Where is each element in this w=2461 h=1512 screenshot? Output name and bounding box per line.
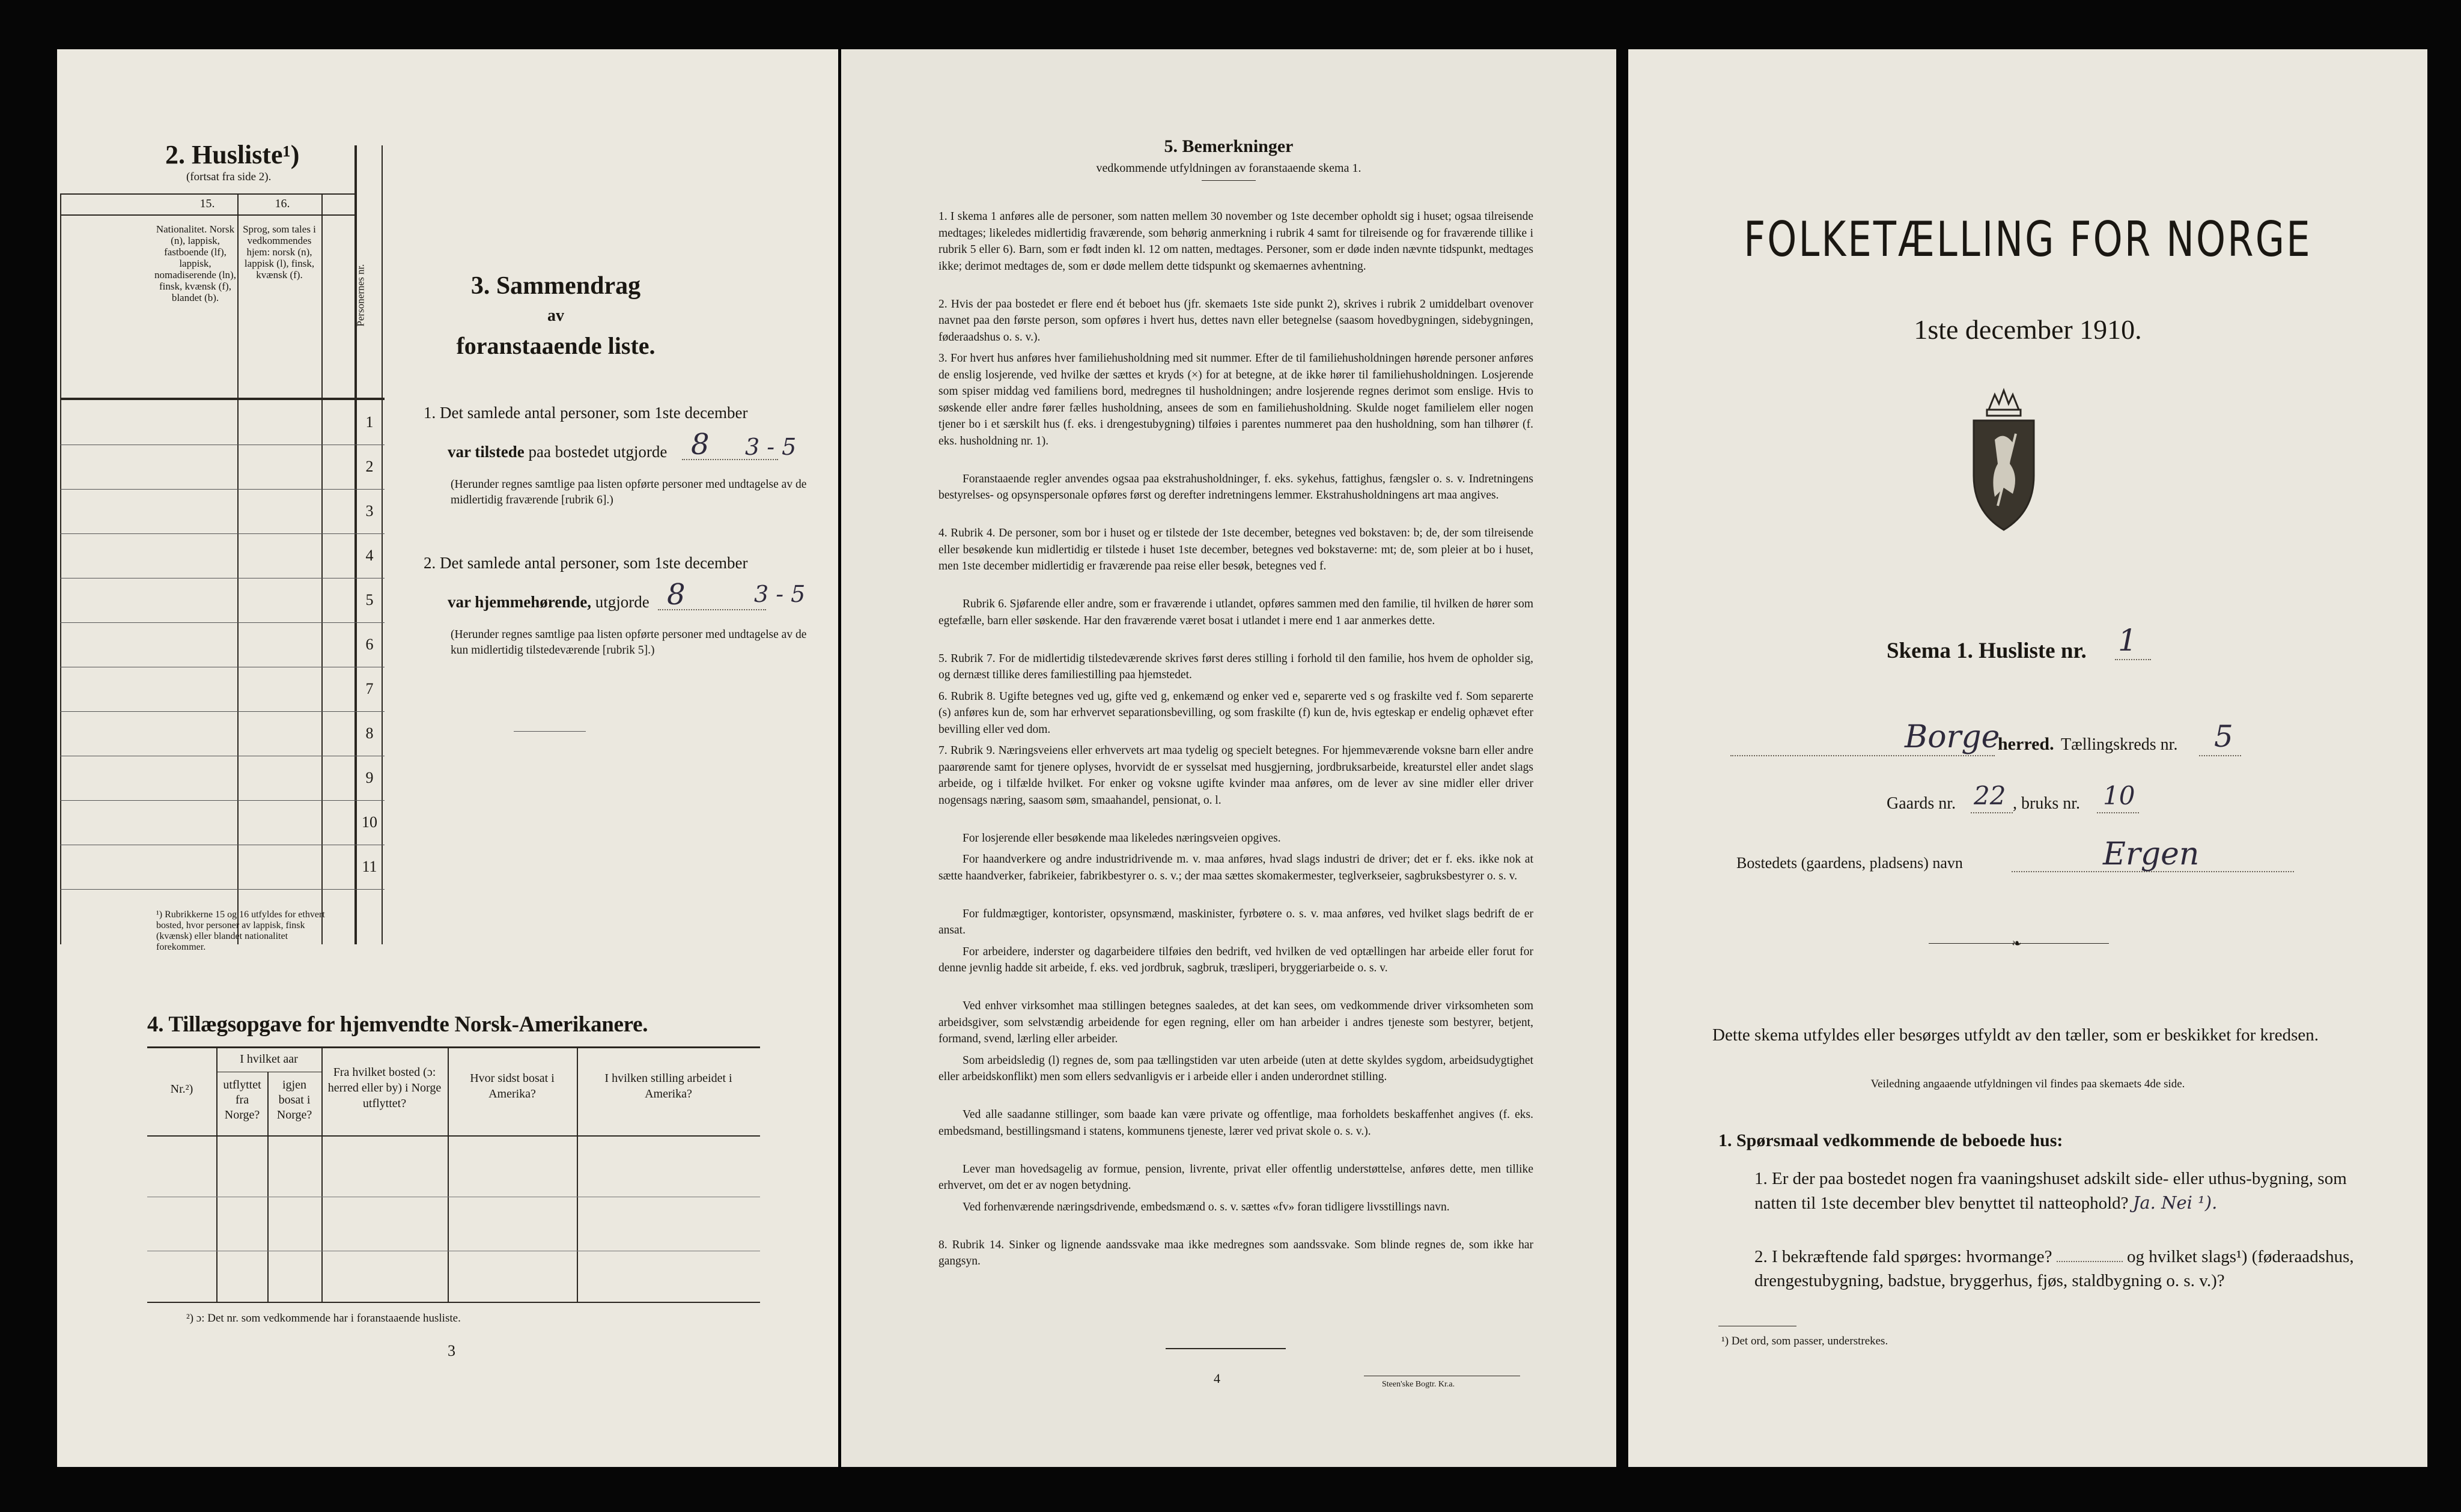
gaards-label: Gaards nr. (1887, 794, 1956, 813)
col15-number: 15. (199, 197, 215, 210)
bemerkning-paragraph: Rubrik 6. Sjøfarende eller andre, som er fraværende i utlandet, opføres sammen med den familie, til hvilken de hører som egtefælle, barn eller søskende. Har den fraværende været bosat i utlandet i mere end 1 aar anmerkes dette. (938, 598, 1533, 627)
summary1-present-label: var tilstede (448, 443, 525, 461)
questions-title: 1. Spørsmaal vedkommende de beboede hus: (1718, 1131, 2063, 1150)
tillaeg-footnote: ²) ɔ: Det nr. som vedkommende har i foranstaaende husliste. (186, 1312, 461, 1325)
tillaeg-title: 4. Tillægsopgave for hjemvendte Norsk-Amerikanere. (147, 1012, 648, 1037)
row-number: 10 (362, 813, 377, 831)
husliste-title: 2. Husliste¹) (165, 140, 300, 169)
summary2-resident-label: var hjemmehørende, (448, 593, 591, 611)
sammendrag-title: 3. Sammendrag (470, 272, 641, 300)
summary1-located-label: paa bostedet utgjorde (528, 443, 668, 461)
bemerkning-paragraph: Som arbeidsledig (l) regnes de, som paa tællingstiden var uten arbeide (uten at dette skyldes sygdom, arbeidsudygtighet eller arbeidskonflikt) men som ellers sedvanligvis er i arbeide eller i anden underordnet stilling. (938, 1054, 1533, 1083)
bemerkning-paragraph: 2. Hvis der paa bostedet er flere end ét beboet hus (jfr. skemaets 1ste side punkt 2), skrives i rubrik 2 umiddelbart ovenover navnet paa den første person, som opføres i hvert hus, dettes navn eller betegnelse (saasom hovedbygningen, sidebygningen, føderaadshus o. s. v.). (938, 297, 1533, 344)
printer-imprint: Steen'ske Bogtr. Kr.a. (1382, 1380, 1455, 1389)
question-1-answer: Ja. Nei ¹). (2132, 1192, 2218, 1213)
bemerkning-paragraph: Ved enhver virksomhet maa stillingen betegnes saaledes, at det kan sees, om vedkommende driver virksomheten som arbeidsgiver, som selvstændig arbeidende for egen regning, eller om han arbeider i andres tjeneste som bestyrer, betjent, formand, svend, lærling eller arbeider. (938, 1000, 1533, 1045)
kreds-value: 5 (2214, 719, 2233, 754)
info-small: Veiledning angaaende utfyldningen vil findes paa skemaets 4de side. (1870, 1078, 2185, 1090)
tillaeg-col-nr: Nr.²) (170, 1082, 193, 1096)
tillaeg-col-year-group: I hvilket aar (240, 1052, 298, 1066)
info-text: Dette skema utfyldes eller besørges utfyldt av den tæller, som er beskikket for kredsen. (1712, 1025, 2319, 1045)
bemerkning-paragraph: 6. Rubrik 8. Ugifte betegnes ved ug, gifte ved g, enkemænd og enker ved e, separerte ved s og fraskilte ved f. Som separerte (s) anføres kun de, som har erhvervet separationsbevilling, og som fraskilte (f) kun de, hvis egteskap er endelig ophævet efter bevilling eller ved dom. (938, 690, 1533, 736)
row-number: 11 (362, 858, 377, 875)
bosted-value: Ergen (2103, 836, 2200, 872)
bemerkning-paragraph: For fuldmægtiger, kontorister, opsynsmænd, maskinister, fyrbøtere o. s. v. maa anføres, ved hvilket slags bedrift de er ansat. (938, 907, 1533, 937)
bemerkninger-title: 5. Bemerkninger (1164, 136, 1294, 156)
summary2-located-label: utgjorde (595, 593, 649, 611)
census-date: 1ste december 1910. (1914, 314, 2142, 345)
row-number: 4 (365, 547, 374, 564)
sammendrag-subtitle: foranstaaende liste. (456, 332, 656, 359)
summary1-value: 8 (691, 428, 710, 461)
row-number: 8 (365, 724, 374, 742)
bemerkning-paragraph: For losjerende eller besøkende maa likeledes næringsveien opgives. (963, 831, 1281, 845)
bemerkning-paragraph: Lever man hovedsagelig av formue, pension, livrente, privat eller offentlig understøttelse, anføres dette, men tillike erhvervet, om det er av nogen betydning. (938, 1162, 1533, 1192)
bruks-label: , bruks nr. (2013, 794, 2080, 813)
page-middle (841, 49, 1616, 1467)
gaards-value: 22 (1974, 781, 2006, 810)
summary2-line1: 2. Det samlede antal personer, som 1ste december (424, 554, 748, 572)
bemerkning-paragraph: 3. For hvert hus anføres hver familiehusholdning med sit nummer. Efter de til familiehusholdningen hørende personer anføres de enslig losjerende, ved hvilke der sættes et kryds (×) for at betegne, at de ikke hører til familiehusholdningen. Losjerende som spiser middag ved familiens bord, medregnes til husholdningen; andre losjerende regnes derimot som enslige. Hvis to søskende eller andre fører fælles husholdning, ansees de som en familiehusholdning. Skulde noget familielem eller nogen tjener bo i et særskilt hus (f. eks. i drengestubygning) tilføies i parentes nummeret paa den husholdning, som han tilhører (f. eks. husholdning nr. 1). (938, 352, 1533, 448)
bemerkning-paragraph: Ved alle saadanne stillinger, som baade kan være private og offentlige, maa forholdets beskaffenhet angives (f. eks. embedsmand, bestillingsmand i statens, kommunens tjeneste, lærer ved privat skole o. s. v.). (938, 1108, 1533, 1138)
row-number: 6 (365, 636, 374, 653)
row-number: 1 (365, 413, 374, 431)
bemerkning-paragraph: For haandverkere og andre industridrivende m. v. maa anføres, hvad slags industri de driver; det er f. eks. ikke nok at sætte haandverker, fabrikeier, fabrikbestyrer o. s. v.; der maa sættes skomakermester, teglverkseier, sagbruksbestyrer o. s. v. (938, 853, 1533, 882)
bemerkning-paragraph: 7. Rubrik 9. Næringsveiens eller erhvervets art maa tydelig og specielt betegnes. For hjemmeværende voksne barn eller andre paarørende samt for tjenere oplyses, hvorvidt de er sysselsat med husgjerning, jordbruksarbeide, kreaturstel eller andet slags arbeide, og i tilfælde hvilket. For enker og voksne ugifte kvinder maa anføres, om de lever av sine midler eller driver nogensags næring, saasom søm, smaahandel, pensionat, o. l. (938, 744, 1533, 807)
bemerkning-paragraph: 1. I skema 1 anføres alle de personer, som natten mellem 30 november og 1ste december opholdt sig i huset; ogsaa tilreisende medtages; likeledes midlertidig fraværende, som behørig anmerkning i rubrik 4 samt for tilreisende og for fraværende tillike i rubrik 5 eller 6). Barn, som er født inden kl. 12 om natten, medtages. Personer, som er døde inden nævnte tidspunkt, medtages ikke; derimot medtages de, som er døde mellem dette tidspunkt og skemaernes avhentning. (938, 210, 1533, 273)
bosted-label: Bostedets (gaardens, pladsens) navn (1736, 854, 1963, 872)
skema-label: Skema 1. Husliste nr. (1887, 639, 2087, 663)
summary2-note: (Herunder regnes samtlige paa listen opførte personer med undtagelse av de kun midlertidig tilstedeværende [rubrik 5].) (451, 628, 807, 657)
row-number: 5 (365, 591, 374, 609)
row-number: 3 (365, 502, 374, 520)
census-title: FOLKETÆLLING FOR NORGE (1744, 211, 2312, 267)
page-number-3: 3 (448, 1342, 455, 1359)
page-left (57, 49, 838, 1467)
col-person-nr-header: Personernes nr. (354, 264, 367, 327)
row-number: 7 (365, 680, 374, 697)
footnote: ¹) Det ord, som passer, understrekes. (1721, 1335, 1888, 1347)
bemerkning-paragraph: Foranstaaende regler anvendes ogsaa paa ekstrahusholdninger, f. eks. sykehus, fattighus, fængsler o. s. v. Indretningens bestyrelses- og opsynspersonale opføres først og derefter indretningens lemmer. Ekstrahusholdningens art maa angives. (938, 472, 1533, 502)
tillaeg-col-from-where: Fra hvilket bosted (ɔ: herred eller by) i Norge utflyttet? (327, 1066, 442, 1110)
herred-label: herred. (1998, 734, 2054, 754)
question-1 (1754, 1167, 2355, 1215)
col16-number: 16. (275, 197, 290, 210)
row-number: 9 (365, 769, 374, 786)
question-2-c: (føderaadshus, drengestubygning, badstue, bryggerhus, fjøs, staldbygning o. s. v.)? (1754, 1247, 2354, 1290)
bemerkning-paragraph: 8. Rubrik 14. Sinker og lignende aandssvake maa ikke medregnes som aandssvake. Som blinde regnes de, som ikke har gangsyn. (938, 1238, 1533, 1268)
row-number: 2 (365, 458, 374, 475)
bemerkning-paragraph: 5. Rubrik 7. For de midlertidig tilstedeværende skrives først deres stilling i forhold til den familie, hos hvem de opholder sig, og dernæst tillike deres familiestilling paa hjemstedet. (938, 652, 1533, 681)
husliste-subtitle: (fortsat fra side 2). (186, 171, 272, 183)
tillaeg-col-returned: igjen bosat i Norge? (276, 1078, 312, 1122)
kreds-label: Tællingskreds nr. (2061, 735, 2178, 754)
tillaeg-col-position: I hvilken stilling arbeidet i Amerika? (604, 1072, 732, 1101)
husliste-footnote: ¹) Rubrikkerne 15 og 16 utfyldes for ethvert bosted, hvor personer av lappisk, finsk (kvænsk) eller blandet nationalitet forekommer. (156, 909, 325, 952)
tillaeg-col-last-residence: Hvor sidst bosat i Amerika? (470, 1072, 555, 1101)
question-2-a: 2. I bekræftende fald spørges: hvormange? (1754, 1247, 2052, 1266)
coat-of-arms-icon (1962, 386, 2046, 536)
ornament-icon: ❧ (2012, 937, 2022, 950)
question-1-text: 1. Er der paa bostedet nogen fra vaaningshuset adskilt side- eller uthus-bygning, som natten til 1ste december blev benyttet til natteophold? (1754, 1169, 2347, 1213)
col16-header: Sprog, som tales i vedkommendes hjem: norsk (n), lappisk (l), finsk, kvænsk (f). (243, 223, 316, 281)
summary2-value: 8 (667, 578, 686, 612)
husliste-number-value: 1 (2118, 623, 2137, 658)
bemerkninger-subtitle: vedkommende utfyldningen av foranstaaende skema 1. (1096, 162, 1361, 175)
summary1-line1: 1. Det samlede antal personer, som 1ste december (424, 404, 748, 422)
tillaeg-col-emigrated: utflyttet fra Norge? (223, 1078, 261, 1122)
bemerkning-paragraph: For arbeidere, inderster og dagarbeidere tilføies den bedrift, ved hvilken de ved optællingen har arbeide eller forut for denne jevnlig hadde sit arbeide, f. eks. ved jordbruk, sagbruk, træsliperi, bryggeriarbeide o. s. v. (938, 945, 1533, 974)
summary2-hand-note: 3 - 5 (754, 581, 806, 607)
question-2-b: og hvilket slags¹) (2127, 1247, 2248, 1266)
question-2 (1754, 1245, 2355, 1293)
summary1-hand-note: 3 - 5 (745, 434, 797, 460)
summary1-note: (Herunder regnes samtlige paa listen opførte personer med undtagelse av de midlertidig fraværende [rubrik 6].) (451, 478, 807, 506)
bemerkning-paragraph: 4. Rubrik 4. De personer, som bor i huset og er tilstede der 1ste december, betegnes ved bokstaven: b; de, der som tilreisende eller besøkende kun midlertidig er tilstede i huset 1ste december, betegnes ved bokstaverne: mt; de, som pleier at bo i huset, men 1ste december midlertidig er fraværende paa reise eller besøk, betegnes ved f. (938, 527, 1533, 572)
sammendrag-av: av (547, 306, 564, 325)
col15-header: Nationalitet. Norsk (n), lappisk, fastboende (lf), lappisk, nomadiserende (ln), finsk, kvænsk (f), blandet (b). (154, 223, 236, 303)
herred-value: Borge (1905, 719, 2000, 755)
page-right (1628, 49, 2427, 1467)
bruks-value: 10 (2103, 781, 2135, 810)
page-number-4: 4 (1214, 1371, 1220, 1386)
bemerkning-paragraph: Ved forhenværende næringsdrivende, embedsmænd o. s. v. sættes «fv» foran tidligere livsstillings navn. (963, 1200, 1450, 1213)
